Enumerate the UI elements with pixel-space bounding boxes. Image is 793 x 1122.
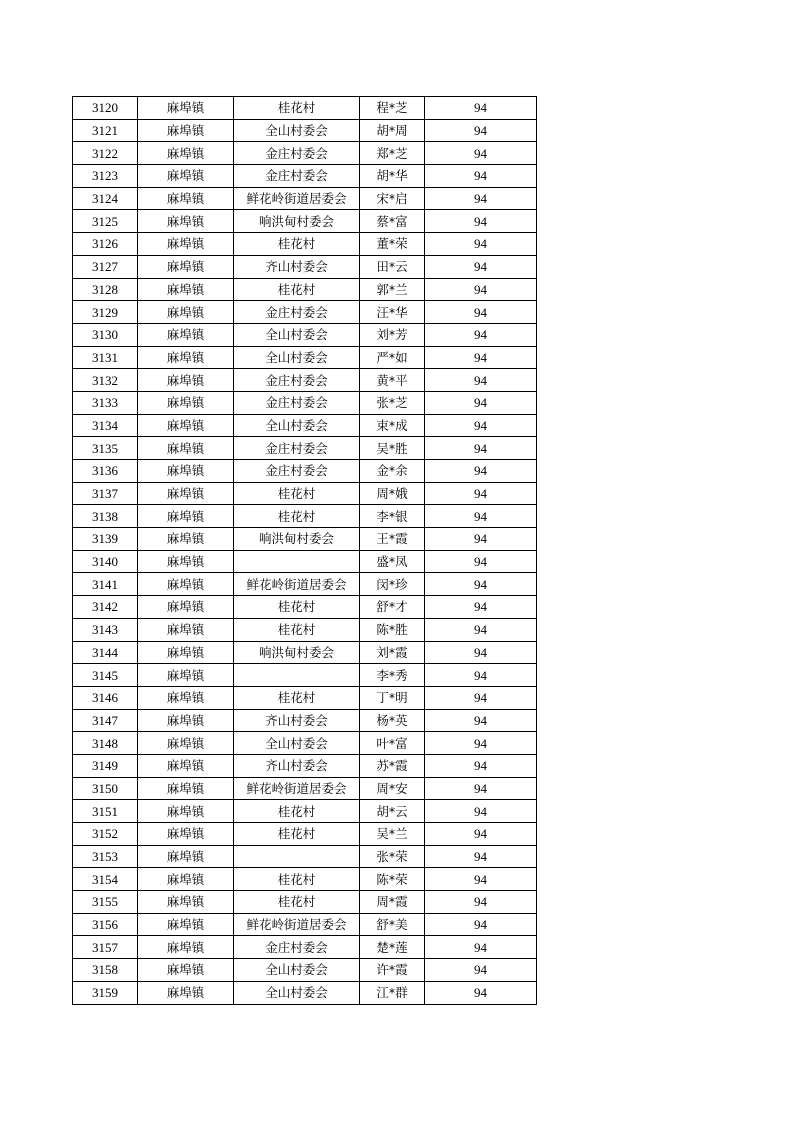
cell-town: 麻埠镇 [138,709,234,732]
table-row [73,823,537,846]
table-row [73,369,537,392]
data-table [72,96,537,1005]
cell-id: 3123 [73,165,138,188]
cell-village: 金庄村委会 [234,165,360,188]
cell-village: 齐山村委会 [234,255,360,278]
cell-id: 3125 [73,210,138,233]
cell-id: 3140 [73,550,138,573]
cell-name: 周*安 [360,777,425,800]
cell-id: 3138 [73,505,138,528]
cell-village: 全山村委会 [234,346,360,369]
cell-town: 麻埠镇 [138,460,234,483]
table-row [73,414,537,437]
cell-score: 94 [425,255,537,278]
table-row [73,187,537,210]
cell-town: 麻埠镇 [138,142,234,165]
cell-name: 李*银 [360,505,425,528]
cell-town: 麻埠镇 [138,777,234,800]
cell-score: 94 [425,754,537,777]
cell-name: 束*成 [360,414,425,437]
cell-town: 麻埠镇 [138,641,234,664]
cell-name: 胡*云 [360,800,425,823]
cell-id: 3133 [73,391,138,414]
cell-score: 94 [425,391,537,414]
cell-town: 麻埠镇 [138,664,234,687]
cell-name: 胡*周 [360,119,425,142]
table-row [73,142,537,165]
cell-name: 刘*霞 [360,641,425,664]
cell-score: 94 [425,301,537,324]
cell-score: 94 [425,528,537,551]
cell-village: 桂花村 [234,891,360,914]
cell-name: 盛*凤 [360,550,425,573]
table-row [73,777,537,800]
cell-town: 麻埠镇 [138,278,234,301]
cell-town: 麻埠镇 [138,936,234,959]
cell-name: 汪*华 [360,301,425,324]
cell-id: 3122 [73,142,138,165]
table-row [73,233,537,256]
cell-village: 桂花村 [234,800,360,823]
table-row [73,278,537,301]
cell-name: 蔡*富 [360,210,425,233]
cell-id: 3158 [73,959,138,982]
cell-name: 舒*才 [360,596,425,619]
cell-town: 麻埠镇 [138,528,234,551]
cell-score: 94 [425,97,537,120]
cell-town: 麻埠镇 [138,981,234,1004]
table-row [73,346,537,369]
table-row [73,936,537,959]
cell-id: 3156 [73,913,138,936]
cell-id: 3154 [73,868,138,891]
cell-score: 94 [425,777,537,800]
cell-name: 严*如 [360,346,425,369]
cell-score: 94 [425,369,537,392]
cell-town: 麻埠镇 [138,823,234,846]
cell-id: 3128 [73,278,138,301]
table-row [73,868,537,891]
cell-village [234,845,360,868]
cell-score: 94 [425,800,537,823]
cell-name: 陈*胜 [360,618,425,641]
cell-score: 94 [425,981,537,1004]
cell-name: 郑*芝 [360,142,425,165]
cell-town: 麻埠镇 [138,97,234,120]
cell-name: 陈*荣 [360,868,425,891]
cell-town: 麻埠镇 [138,550,234,573]
cell-id: 3124 [73,187,138,210]
cell-town: 麻埠镇 [138,323,234,346]
table-row [73,686,537,709]
cell-score: 94 [425,505,537,528]
cell-name: 周*霞 [360,891,425,914]
cell-name: 董*荣 [360,233,425,256]
cell-name: 金*余 [360,460,425,483]
cell-score: 94 [425,596,537,619]
cell-village: 鲜花岭街道居委会 [234,777,360,800]
cell-id: 3157 [73,936,138,959]
cell-name: 杨*英 [360,709,425,732]
cell-village: 桂花村 [234,97,360,120]
cell-village: 全山村委会 [234,414,360,437]
cell-village: 全山村委会 [234,981,360,1004]
cell-id: 3137 [73,482,138,505]
cell-name: 闵*珍 [360,573,425,596]
table-row [73,528,537,551]
cell-name: 张*荣 [360,845,425,868]
cell-village: 金庄村委会 [234,460,360,483]
cell-town: 麻埠镇 [138,845,234,868]
table-row [73,913,537,936]
table-row [73,573,537,596]
cell-village: 桂花村 [234,278,360,301]
cell-village [234,550,360,573]
cell-village: 桂花村 [234,823,360,846]
table-row [73,959,537,982]
cell-town: 麻埠镇 [138,596,234,619]
cell-score: 94 [425,845,537,868]
cell-village: 全山村委会 [234,119,360,142]
cell-village: 桂花村 [234,596,360,619]
cell-score: 94 [425,119,537,142]
cell-town: 麻埠镇 [138,959,234,982]
cell-score: 94 [425,210,537,233]
cell-id: 3153 [73,845,138,868]
cell-score: 94 [425,323,537,346]
cell-village [234,664,360,687]
cell-score: 94 [425,913,537,936]
cell-village: 全山村委会 [234,732,360,755]
cell-id: 3126 [73,233,138,256]
cell-village: 桂花村 [234,868,360,891]
cell-town: 麻埠镇 [138,301,234,324]
cell-name: 程*芝 [360,97,425,120]
cell-name: 苏*霞 [360,754,425,777]
table-row [73,255,537,278]
cell-id: 3159 [73,981,138,1004]
table-row [73,460,537,483]
cell-village: 全山村委会 [234,323,360,346]
cell-id: 3129 [73,301,138,324]
cell-id: 3139 [73,528,138,551]
cell-score: 94 [425,732,537,755]
cell-village: 鲜花岭街道居委会 [234,913,360,936]
table-row [73,323,537,346]
cell-town: 麻埠镇 [138,346,234,369]
cell-name: 许*霞 [360,959,425,982]
table-row [73,596,537,619]
cell-id: 3130 [73,323,138,346]
cell-town: 麻埠镇 [138,573,234,596]
cell-town: 麻埠镇 [138,210,234,233]
table-row [73,437,537,460]
cell-name: 郭*兰 [360,278,425,301]
cell-village: 金庄村委会 [234,301,360,324]
cell-score: 94 [425,482,537,505]
table-row [73,97,537,120]
cell-id: 3152 [73,823,138,846]
cell-village: 金庄村委会 [234,369,360,392]
cell-id: 3127 [73,255,138,278]
cell-town: 麻埠镇 [138,800,234,823]
cell-id: 3148 [73,732,138,755]
cell-score: 94 [425,618,537,641]
cell-score: 94 [425,709,537,732]
cell-score: 94 [425,233,537,256]
cell-town: 麻埠镇 [138,618,234,641]
cell-village: 桂花村 [234,482,360,505]
table-row [73,391,537,414]
cell-score: 94 [425,187,537,210]
table-row [73,119,537,142]
cell-id: 3143 [73,618,138,641]
cell-score: 94 [425,165,537,188]
cell-id: 3155 [73,891,138,914]
cell-score: 94 [425,142,537,165]
cell-town: 麻埠镇 [138,391,234,414]
cell-id: 3150 [73,777,138,800]
table-row [73,641,537,664]
table-row [73,550,537,573]
cell-score: 94 [425,460,537,483]
cell-id: 3131 [73,346,138,369]
cell-name: 楚*莲 [360,936,425,959]
cell-town: 麻埠镇 [138,482,234,505]
table-row [73,618,537,641]
cell-village: 桂花村 [234,233,360,256]
cell-village: 鲜花岭街道居委会 [234,573,360,596]
cell-id: 3147 [73,709,138,732]
cell-name: 吴*胜 [360,437,425,460]
cell-village: 响洪甸村委会 [234,210,360,233]
cell-town: 麻埠镇 [138,754,234,777]
cell-town: 麻埠镇 [138,414,234,437]
cell-score: 94 [425,959,537,982]
cell-score: 94 [425,346,537,369]
cell-town: 麻埠镇 [138,233,234,256]
cell-village: 金庄村委会 [234,391,360,414]
cell-town: 麻埠镇 [138,119,234,142]
cell-score: 94 [425,664,537,687]
cell-score: 94 [425,823,537,846]
cell-id: 3149 [73,754,138,777]
cell-name: 李*秀 [360,664,425,687]
cell-score: 94 [425,437,537,460]
cell-id: 3144 [73,641,138,664]
cell-village: 全山村委会 [234,959,360,982]
cell-id: 3142 [73,596,138,619]
cell-name: 江*群 [360,981,425,1004]
table-row [73,482,537,505]
cell-town: 麻埠镇 [138,505,234,528]
cell-score: 94 [425,278,537,301]
table-body [73,97,537,1005]
cell-village: 金庄村委会 [234,142,360,165]
table-row [73,210,537,233]
table-row [73,981,537,1004]
cell-id: 3135 [73,437,138,460]
cell-town: 麻埠镇 [138,255,234,278]
cell-name: 胡*华 [360,165,425,188]
cell-name: 王*霞 [360,528,425,551]
table-row [73,301,537,324]
cell-score: 94 [425,550,537,573]
cell-score: 94 [425,936,537,959]
cell-score: 94 [425,868,537,891]
cell-score: 94 [425,573,537,596]
cell-id: 3151 [73,800,138,823]
cell-name: 田*云 [360,255,425,278]
table-row [73,845,537,868]
cell-village: 桂花村 [234,686,360,709]
cell-town: 麻埠镇 [138,868,234,891]
table-row [73,165,537,188]
cell-town: 麻埠镇 [138,369,234,392]
table-row [73,891,537,914]
cell-id: 3141 [73,573,138,596]
cell-name: 丁*明 [360,686,425,709]
cell-id: 3145 [73,664,138,687]
table-row [73,732,537,755]
cell-id: 3136 [73,460,138,483]
cell-village: 响洪甸村委会 [234,528,360,551]
cell-town: 麻埠镇 [138,437,234,460]
cell-score: 94 [425,891,537,914]
cell-village: 桂花村 [234,618,360,641]
cell-id: 3134 [73,414,138,437]
cell-town: 麻埠镇 [138,686,234,709]
cell-village: 金庄村委会 [234,437,360,460]
cell-name: 宋*启 [360,187,425,210]
cell-score: 94 [425,641,537,664]
table-row [73,709,537,732]
cell-village: 齐山村委会 [234,709,360,732]
cell-town: 麻埠镇 [138,187,234,210]
cell-village: 桂花村 [234,505,360,528]
cell-name: 吴*兰 [360,823,425,846]
table-row [73,664,537,687]
cell-id: 3120 [73,97,138,120]
table-row [73,754,537,777]
cell-town: 麻埠镇 [138,913,234,936]
cell-id: 3146 [73,686,138,709]
cell-name: 周*娥 [360,482,425,505]
cell-village: 响洪甸村委会 [234,641,360,664]
cell-town: 麻埠镇 [138,165,234,188]
table-row [73,505,537,528]
table-row [73,800,537,823]
cell-name: 刘*芳 [360,323,425,346]
cell-name: 舒*美 [360,913,425,936]
cell-name: 叶*富 [360,732,425,755]
cell-village: 鲜花岭街道居委会 [234,187,360,210]
cell-score: 94 [425,686,537,709]
cell-score: 94 [425,414,537,437]
cell-name: 黄*平 [360,369,425,392]
cell-id: 3132 [73,369,138,392]
cell-village: 齐山村委会 [234,754,360,777]
cell-id: 3121 [73,119,138,142]
cell-name: 张*芝 [360,391,425,414]
cell-town: 麻埠镇 [138,891,234,914]
cell-town: 麻埠镇 [138,732,234,755]
cell-village: 金庄村委会 [234,936,360,959]
